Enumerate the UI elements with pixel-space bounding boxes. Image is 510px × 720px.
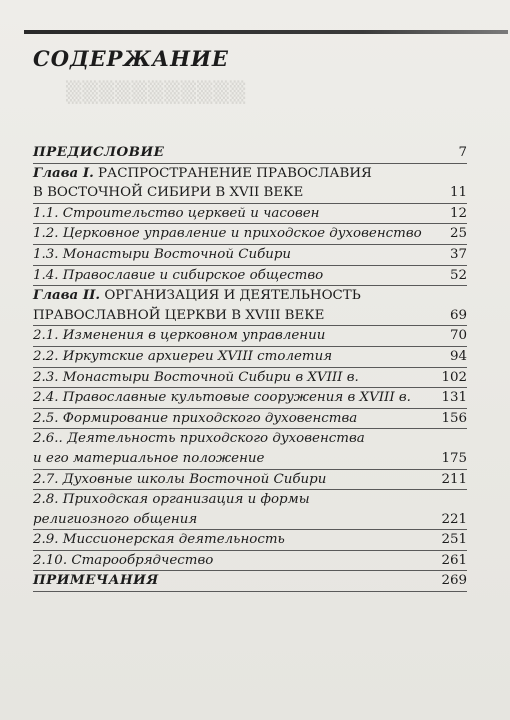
- toc-row: [33, 470, 467, 491]
- toc-row: [33, 224, 467, 245]
- toc-page: 269: [441, 573, 467, 589]
- toc-label: ПРИМЕЧАНИЯ: [33, 572, 159, 589]
- toc-row: [33, 490, 467, 510]
- toc-page: 12: [449, 205, 467, 221]
- toc-label: 2.4. Православные культовые сооружения в XVIII в.: [33, 390, 411, 406]
- table-of-contents: [33, 143, 467, 592]
- toc-row: [33, 326, 467, 347]
- toc-label: Глава I. РАСПРОСТРАНЕНИЕ ПРАВОСЛАВИЯ: [33, 164, 372, 181]
- toc-label: 2.9. Миссионерская деятельность: [33, 532, 285, 548]
- toc-page: 7: [458, 145, 467, 160]
- toc-label: 2.1. Изменения в церковном управлении: [33, 328, 326, 344]
- toc-row: [33, 530, 467, 551]
- toc-page: 52: [449, 267, 467, 283]
- toc-label: 2.6.. Деятельность приходского духовенства: [33, 431, 365, 447]
- toc-chapter-title: ОРГАНИЗАЦИЯ И ДЕЯТЕЛЬНОСТЬ: [104, 288, 361, 304]
- toc-page: 221: [441, 511, 467, 527]
- toc-row: [33, 266, 467, 287]
- toc-page: 37: [449, 246, 467, 262]
- toc-row: [33, 368, 467, 389]
- toc-row-chapter-2-cont: [33, 306, 467, 327]
- toc-label: 2.7. Духовные школы Восточной Сибири: [33, 471, 327, 487]
- toc-row: [33, 347, 467, 368]
- toc-label: и его материальное положение: [33, 450, 265, 466]
- toc-row: [33, 551, 467, 572]
- toc-row: [33, 204, 467, 225]
- toc-row-preface: [33, 143, 467, 164]
- toc-page: 175: [441, 450, 467, 466]
- toc-row-notes: [33, 571, 467, 592]
- toc-label: 1.1. Строительство церквей и часовен: [33, 205, 320, 221]
- toc-page: 131: [441, 390, 467, 406]
- toc-row: [33, 245, 467, 266]
- toc-page: 69: [449, 307, 467, 323]
- toc-chapter-title: РАСПРОСТРАНЕНИЕ ПРАВОСЛАВИЯ: [98, 165, 372, 181]
- toc-page: 261: [441, 552, 467, 568]
- toc-label: Глава II. ОРГАНИЗАЦИЯ И ДЕЯТЕЛЬНОСТЬ: [33, 287, 361, 304]
- toc-page: 156: [441, 410, 467, 426]
- toc-label: 2.10. Старообрядчество: [33, 552, 214, 568]
- toc-label: ПРЕДИСЛОВИЕ: [33, 144, 165, 160]
- toc-page: 94: [449, 348, 467, 364]
- toc-row: [33, 429, 467, 449]
- toc-row-chapter-1-cont: [33, 183, 467, 204]
- top-rule: [24, 30, 508, 34]
- toc-label: 2.5. Формирование приходского духовенства: [33, 410, 358, 426]
- toc-row-chapter-2: [33, 286, 467, 306]
- toc-page: 25: [449, 226, 467, 242]
- toc-label: В ВОСТОЧНОЙ СИБИРИ В XVII ВЕКЕ: [33, 185, 304, 201]
- toc-row-cont: [33, 510, 467, 531]
- toc-row-chapter-1: [33, 164, 467, 184]
- toc-label: 2.2. Иркутские архиереи XVIII столетия: [33, 348, 333, 364]
- toc-page: 102: [441, 369, 467, 385]
- toc-label: 1.3. Монастыри Восточной Сибири: [33, 246, 292, 262]
- toc-page: 251: [441, 532, 467, 548]
- toc-label: ПРАВОСЛАВНОЙ ЦЕРКВИ В XVIII ВЕКЕ: [33, 307, 325, 323]
- toc-label: 1.4. Православие и сибирское общество: [33, 267, 324, 283]
- toc-row-cont: [33, 449, 467, 470]
- toc-row: [33, 388, 467, 409]
- toc-page: 70: [449, 328, 467, 344]
- toc-page: 211: [441, 471, 467, 487]
- toc-label: 2.3. Монастыри Восточной Сибири в XVIII в.: [33, 369, 359, 385]
- toc-label: 1.2. Церковное управление и приходское духовенство: [33, 226, 422, 242]
- toc-label: 2.8. Приходская организация и формы: [33, 492, 310, 508]
- page-title: СОДЕРЖАНИЕ: [33, 46, 229, 71]
- bleed-through: ▒▒▒▒▒▒▒▒▒▒▒: [66, 80, 247, 104]
- toc-label: религиозного общения: [33, 511, 198, 527]
- toc-row: [33, 409, 467, 430]
- toc-page: 11: [449, 185, 467, 201]
